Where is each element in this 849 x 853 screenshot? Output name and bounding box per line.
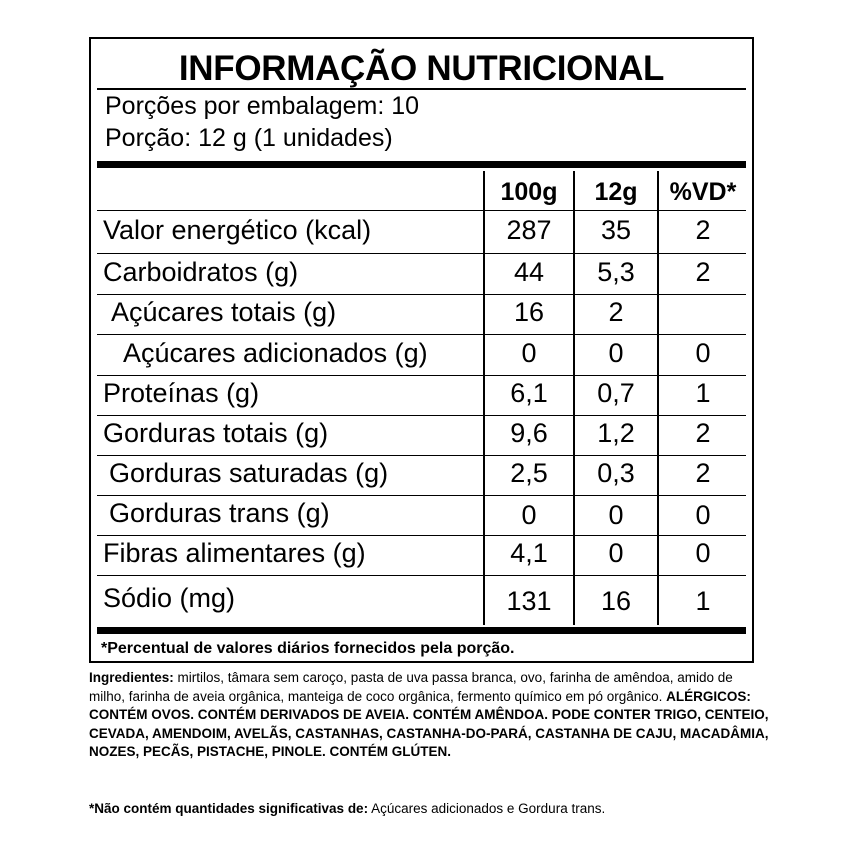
row-value-vd: 2 xyxy=(695,418,711,448)
row-value-12g: 5,3 xyxy=(597,257,635,287)
row-divider xyxy=(97,210,746,211)
row-divider xyxy=(97,334,746,335)
row-value-12g: 0,7 xyxy=(597,378,635,408)
note-heading: *Não contém quantidades significativas de: xyxy=(89,801,369,816)
row-label-sodium: Sódio (mg) xyxy=(103,583,236,613)
row-value-12g: 0 xyxy=(608,500,624,530)
row-value-vd: 1 xyxy=(695,378,711,408)
row-value-vd: 2 xyxy=(695,215,711,245)
row-value-12g: 35 xyxy=(600,215,632,245)
row-value-100g: 0 xyxy=(521,338,537,368)
ingredients-list: mirtilos, tâmara sem caroço, pasta de uva passa branca, ovo, farinha de amêndoa, amido de milho, farinha de aveia orgânica, manteiga de coco orgânica, fermento químico em pó orgânico. xyxy=(89,670,733,704)
row-value-100g: 44 xyxy=(513,257,545,287)
row-label-saturated-fat: Gorduras saturadas (g) xyxy=(109,458,389,488)
row-divider xyxy=(97,294,746,295)
row-divider xyxy=(97,535,746,536)
row-label-total-sugars: Açúcares totais (g) xyxy=(111,297,337,327)
row-value-12g: 0,3 xyxy=(597,458,635,488)
daily-value-footnote: *Percentual de valores diários fornecidos pela porção. xyxy=(101,640,515,657)
row-value-100g: 9,6 xyxy=(510,418,548,448)
row-divider xyxy=(97,253,746,254)
allergens-warning: ALÉRGICOS: CONTÉM OVOS. CONTÉM DERIVADOS DE AVEIA. CONTÉM AMÊNDOA. PODE CONTER TRIGO, CENTEIO, CEVADA, AMENDOIM, AVELÃS, CASTANHAS, CASTANHA-DO-PARÁ, CASTANHA DE CAJU, MACADÂMIA, NOZES, PECÃS, PISTACHE, PINOLE. CONTÉM GLÚTEN. xyxy=(89,688,769,760)
row-label-carbohydrates: Carboidratos (g) xyxy=(103,257,299,287)
row-value-100g: 131 xyxy=(506,586,552,616)
row-divider xyxy=(97,495,746,496)
row-value-12g: 0 xyxy=(608,338,624,368)
row-divider xyxy=(97,575,746,576)
note-text: Açúcares adicionados e Gordura trans. xyxy=(368,801,606,816)
ingredients-text xyxy=(89,669,769,762)
row-label-total-fat: Gorduras totais (g) xyxy=(103,418,329,448)
footer-thick-divider xyxy=(97,627,746,634)
row-value-100g: 287 xyxy=(506,215,552,245)
row-label-added-sugars: Açúcares adicionados (g) xyxy=(123,338,428,368)
row-value-vd: 2 xyxy=(695,458,711,488)
column-header-100g: 100g xyxy=(500,178,558,206)
row-value-vd: 0 xyxy=(695,500,711,530)
not-significant-note xyxy=(89,800,605,818)
row-divider xyxy=(97,455,746,456)
panel-title: INFORMAÇÃO NUTRICIONAL xyxy=(178,49,665,88)
row-value-100g: 6,1 xyxy=(510,378,548,408)
row-value-100g: 4,1 xyxy=(510,538,548,568)
row-label-proteins: Proteínas (g) xyxy=(103,378,260,408)
column-header-vd: %VD* xyxy=(669,178,737,206)
row-label-energy: Valor energético (kcal) xyxy=(103,215,372,245)
row-label-dietary-fiber: Fibras alimentares (g) xyxy=(103,538,366,568)
row-value-12g: 2 xyxy=(608,297,624,327)
row-value-vd: 2 xyxy=(695,257,711,287)
row-value-vd: 1 xyxy=(695,586,711,616)
header-thick-divider xyxy=(97,161,746,168)
row-value-100g: 16 xyxy=(513,297,545,327)
row-value-100g: 2,5 xyxy=(510,458,548,488)
nutrition-facts-panel xyxy=(89,37,754,663)
column-header-12g: 12g xyxy=(594,178,638,206)
servings-per-package: Porções por embalagem: 10 xyxy=(105,92,420,120)
row-divider xyxy=(97,375,746,376)
row-value-12g: 16 xyxy=(600,586,632,616)
ingredients-heading: Ingredientes: xyxy=(89,670,174,685)
row-value-100g: 0 xyxy=(521,500,537,530)
row-value-12g: 0 xyxy=(608,538,624,568)
row-value-12g: 1,2 xyxy=(597,418,635,448)
serving-size: Porção: 12 g (1 unidades) xyxy=(105,124,393,152)
row-label-trans-fat: Gorduras trans (g) xyxy=(109,498,330,528)
row-value-vd: 0 xyxy=(695,538,711,568)
title-divider xyxy=(97,88,746,90)
row-divider xyxy=(97,415,746,416)
row-value-vd: 0 xyxy=(695,338,711,368)
